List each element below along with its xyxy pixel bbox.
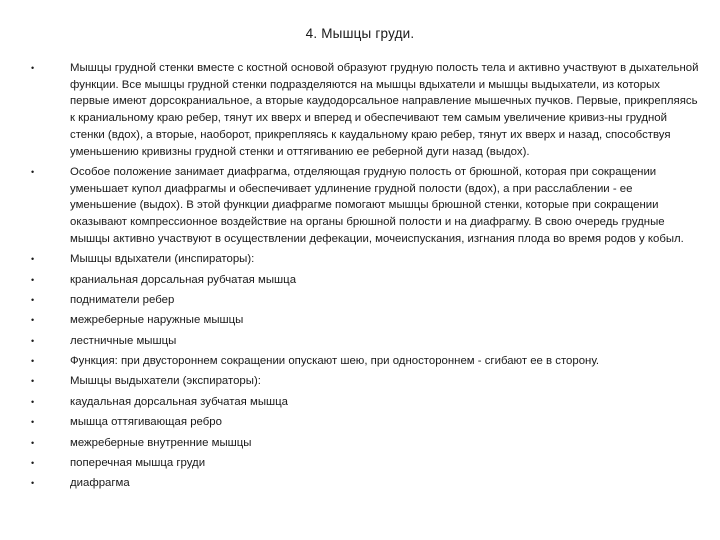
list-item (30, 414, 700, 431)
bullet-icon: • (31, 294, 35, 305)
bullet-list (30, 60, 700, 496)
bullet-icon: • (31, 376, 35, 387)
list-item-text: Мышцы грудной стенки вместе с костной основой образуют грудную полость тела и активно участвуют в дыхательной функции. Все мышцы грудной стенки подразделяются на мышцы вдыхатели и мышцы выдыхатели, из которых первые имеют дорсокраниальное, а вторые каудодорсальное направление мышечных пучков. Первые, прикрепляясь к краниальному краю ребер, тянут их вверх и вперед и обеспечивают тем самым увеличение кривиз-ны грудной стенки (вдох), а вторые, наоборот, прикрепляясь к каудальному краю ребер, тянут их вверх и назад, способствуя уменьшению кривизны грудной стенки и оттягиванию ее реберной дуги назад (выдох). (70, 62, 699, 158)
list-item-text: диафрагма (70, 477, 130, 490)
list-item (30, 475, 700, 492)
bullet-icon: • (31, 315, 35, 326)
list-item (30, 251, 700, 268)
bullet-icon: • (31, 478, 35, 489)
slide-title: 4. Мышцы груди. (305, 26, 415, 41)
list-item (30, 292, 700, 309)
list-item (30, 312, 700, 329)
bullet-icon: • (31, 458, 35, 469)
bullet-icon: • (31, 396, 35, 407)
bullet-icon: • (31, 417, 35, 428)
bullet-icon: • (31, 274, 35, 285)
list-item (30, 272, 700, 289)
list-item (30, 353, 700, 370)
bullet-icon: • (31, 254, 35, 265)
list-item-text: подниматели ребер (70, 293, 175, 306)
list-item-text: межреберные наружные мышцы (70, 314, 244, 327)
list-item-text: Мышцы выдыхатели (экспираторы): (70, 375, 261, 388)
list-item-text: Особое положение занимает диафрагма, отделяющая грудную полость от брюшной, которая при сокращении уменьшает купол диафрагмы и обеспечивает удлинение грудной полости (вдох), а при расслаблении - ее уменьшение (выдох). В этой функции диафрагме помогают мышцы брюшной стенки, которые при сокращении оказывают компрессионное воздействие на органы брюшной полости и на диафрагму. В свою очередь грудные мышцы активно участвуют в осуществлении дефекации, мочеиспускания, изгнания плода во время родов у кобыл. (70, 165, 684, 245)
list-item (30, 60, 700, 160)
list-item (30, 333, 700, 350)
list-item (30, 435, 700, 452)
list-item-text: каудальная дорсальная зубчатая мышца (70, 395, 289, 408)
list-item (30, 455, 700, 472)
list-item-text: межреберные внутренние мышцы (70, 436, 252, 449)
list-item-text: мышца оттягивающая ребро (70, 416, 222, 429)
list-item-text: Функция: при двустороннем сокращении опускают шею, при одностороннем - сгибают ее в сторону. (70, 355, 600, 368)
bullet-icon: • (31, 437, 35, 448)
list-item-text: поперечная мышца груди (70, 457, 206, 470)
list-item-text: Мышцы вдыхатели (инспираторы): (70, 253, 255, 266)
list-item-text: краниальная дорсальная рубчатая мышца (70, 273, 297, 286)
list-item (30, 164, 700, 248)
list-item-text: лестничные мышцы (70, 334, 177, 347)
list-item (30, 394, 700, 411)
bullet-icon: • (31, 63, 35, 73)
bullet-icon: • (31, 335, 35, 346)
bullet-icon: • (31, 166, 35, 177)
list-item (30, 373, 700, 390)
bullet-icon: • (31, 356, 35, 367)
